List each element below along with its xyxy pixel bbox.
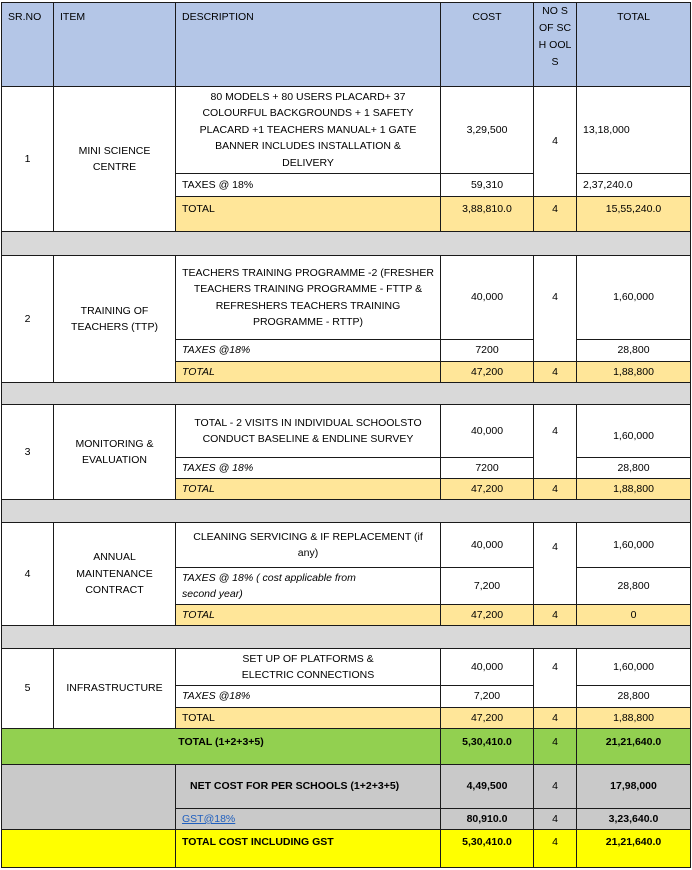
section-2-item: TRAINING OF TEACHERS (TTP)	[54, 256, 176, 383]
section-3-taxes-total: 28,800	[577, 458, 691, 479]
section-2-taxes-cost: 7200	[441, 340, 534, 362]
section-2-total-total: 1,88,800	[577, 362, 691, 383]
section-2-total-cost: 47,200	[441, 362, 534, 383]
section-1-total-cost: 3,88,810.0	[441, 197, 534, 232]
section-1-total-label: TOTAL	[176, 197, 441, 232]
section-1-taxes-cost: 59,310	[441, 174, 534, 197]
section-5-item: INFRASTRUCTURE	[54, 649, 176, 729]
section-5-taxes-label: TAXES @18%	[176, 686, 441, 708]
section-3-sr-no: 3	[1, 405, 54, 500]
grand-total-total: 21,21,640.0	[577, 729, 691, 765]
section-5-description: SET UP OF PLATFORMS & ELECTRIC CONNECTIONS	[176, 649, 441, 686]
section-4-total-label: TOTAL	[176, 605, 441, 626]
section-5-schools: 4	[534, 649, 577, 708]
header-description: DESCRIPTION	[176, 2, 441, 87]
section-2-sr-no: 2	[1, 256, 54, 383]
section-1-taxes-total: 2,37,240.0	[577, 174, 691, 197]
section-1-taxes-label: TAXES @ 18%	[176, 174, 441, 197]
section-1-sr-no: 1	[1, 87, 54, 232]
section-4-schools: 4	[534, 523, 577, 605]
grand-total-schools: 4	[534, 729, 577, 765]
section-4-cost: 40,000	[441, 523, 534, 568]
total-incl-gst-cost: 5,30,410.0	[441, 830, 534, 868]
section-4-taxes-label: TAXES @ 18% ( cost applicable from second year)	[176, 568, 441, 605]
net-cost-cost: 4,49,500	[441, 765, 534, 809]
section-3-cost: 40,000	[441, 405, 534, 458]
section-5-total-cost: 47,200	[441, 708, 534, 729]
section-3-description: TOTAL - 2 VISITS IN INDIVIDUAL SCHOOLSTO CONDUCT BASELINE & ENDLINE SURVEY	[176, 405, 441, 458]
section-1-total-schools: 4	[534, 197, 577, 232]
section-3-taxes-label: TAXES @ 18%	[176, 458, 441, 479]
section-3-schools: 4	[534, 405, 577, 479]
section-5-sr-no: 5	[1, 649, 54, 729]
separator-row	[1, 232, 691, 256]
header-total: TOTAL	[577, 2, 691, 87]
section-4-sr-no: 4	[1, 523, 54, 626]
section-2-total: 1,60,000	[577, 256, 691, 340]
section-2-description: TEACHERS TRAINING PROGRAMME -2 (FRESHER TEACHERS TRAINING PROGRAMME - FTTP & REFRESHERS TEACHERS TRAINING PROGRAMME - RTTP)	[176, 256, 441, 340]
gst-total: 3,23,640.0	[577, 809, 691, 830]
header-cost: COST	[441, 2, 534, 87]
gst-schools: 4	[534, 809, 577, 830]
net-cost-label: NET COST FOR PER SCHOOLS (1+2+3+5)	[176, 765, 441, 809]
section-1-total-total: 15,55,240.0	[577, 197, 691, 232]
section-5-taxes-cost: 7,200	[441, 686, 534, 708]
gst-link[interactable]: GST@18%	[182, 812, 236, 825]
section-2-taxes-total: 28,800	[577, 340, 691, 362]
section-3-total: 1,60,000	[577, 405, 691, 458]
section-3-taxes-cost: 7200	[441, 458, 534, 479]
separator-row	[1, 500, 691, 523]
section-3-total-schools: 4	[534, 479, 577, 500]
gst-link-cell	[176, 809, 441, 830]
grand-total-cost: 5,30,410.0	[441, 729, 534, 765]
separator-row	[1, 383, 691, 405]
section-4-total-cost: 47,200	[441, 605, 534, 626]
section-3-total-total: 1,88,800	[577, 479, 691, 500]
net-cost-total: 17,98,000	[577, 765, 691, 809]
section-4-taxes-total: 28,800	[577, 568, 691, 605]
header-nos-of-schools: NO S OF SCH OOL S	[534, 2, 577, 87]
section-1-item: MINI SCIENCE CENTRE	[54, 87, 176, 232]
section-4-item: ANNUAL MAINTENANCE CONTRACT	[54, 523, 176, 626]
section-1-cost: 3,29,500	[441, 87, 534, 174]
section-1-description: 80 MODELS + 80 USERS PLACARD+ 37 COLOURFUL BACKGROUNDS + 1 SAFETY PLACARD +1 TEACHERS MANUAL+ 1 GATE BANNER INCLUDES INSTALLATION & DELIVERY	[176, 87, 441, 174]
section-2-total-schools: 4	[534, 362, 577, 383]
section-1-total: 13,18,000	[577, 87, 691, 174]
section-2-schools: 4	[534, 256, 577, 362]
section-4-total-total: 0	[577, 605, 691, 626]
section-5-taxes-total: 28,800	[577, 686, 691, 708]
summary-spacer	[1, 765, 176, 830]
section-4-taxes-cost: 7,200	[441, 568, 534, 605]
total-incl-gst-total: 21,21,640.0	[577, 830, 691, 868]
grand-total-label: TOTAL (1+2+3+5)	[1, 729, 441, 765]
separator-row	[1, 626, 691, 649]
section-4-description: CLEANING SERVICING & IF REPLACEMENT (if any)	[176, 523, 441, 568]
section-5-total-total: 1,88,800	[577, 708, 691, 729]
gst-cost: 80,910.0	[441, 809, 534, 830]
section-5-cost: 40,000	[441, 649, 534, 686]
section-5-total-schools: 4	[534, 708, 577, 729]
total-incl-gst-label: TOTAL COST INCLUDING GST	[176, 830, 441, 868]
section-3-total-label: TOTAL	[176, 479, 441, 500]
section-2-total-label: TOTAL	[176, 362, 441, 383]
section-4-total: 1,60,000	[577, 523, 691, 568]
section-5-total-label: TOTAL	[176, 708, 441, 729]
header-sr-no: SR.NO	[1, 2, 54, 87]
section-2-taxes-label: TAXES @18%	[176, 340, 441, 362]
section-4-total-schools: 4	[534, 605, 577, 626]
section-3-item: MONITORING & EVALUATION	[54, 405, 176, 500]
net-cost-schools: 4	[534, 765, 577, 809]
section-5-total: 1,60,000	[577, 649, 691, 686]
header-item: ITEM	[54, 2, 176, 87]
total-incl-gst-schools: 4	[534, 830, 577, 868]
final-spacer	[1, 830, 176, 868]
section-2-cost: 40,000	[441, 256, 534, 340]
section-3-total-cost: 47,200	[441, 479, 534, 500]
section-1-schools: 4	[534, 87, 577, 197]
